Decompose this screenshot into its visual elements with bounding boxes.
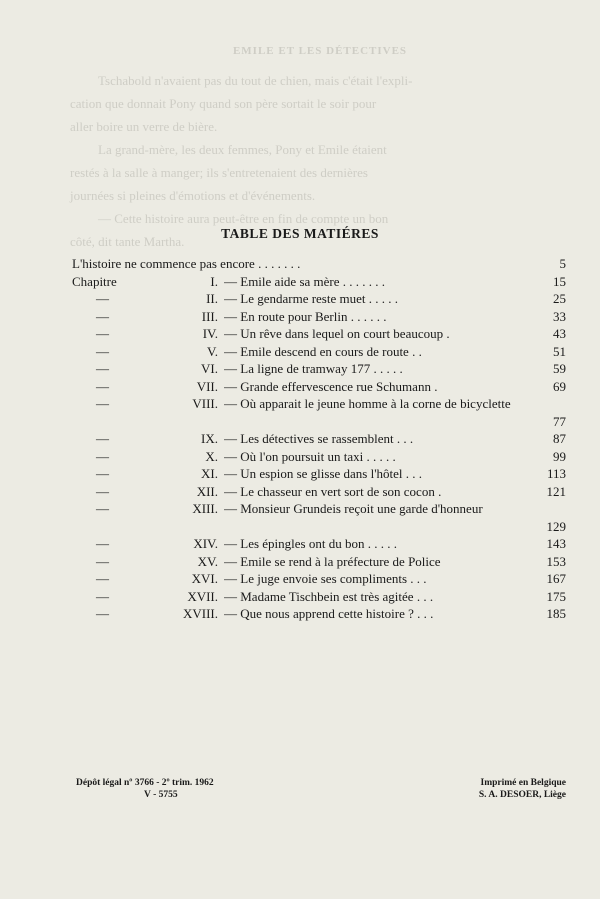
chapter-title: — En route pour Berlin [224,308,348,324]
printed-in: Imprimé en Belgique [480,778,566,788]
toc-row [72,465,566,483]
bleed-through-line: aller boire un verre de bière. [70,119,218,134]
toc-page-number: 143 [546,536,566,551]
toc-row [72,360,566,378]
legal-deposit-line: Dépôt légal nº 3766 - 2º trim. 1962 [76,778,214,788]
chapter-number: VIII. [192,396,218,411]
toc-entry [224,430,526,448]
ditto-dash: — [96,571,109,586]
toc-row [72,448,566,466]
toc-entry [224,605,526,623]
dot-leader: . . [408,343,422,359]
bleed-through-text [70,40,570,253]
dot-leader: . . . [413,588,434,604]
bleed-through-line: restés à la salle à manger; ils s'entretenaient des dernières [70,165,368,180]
dot-leader: . . . . . . . [254,256,301,271]
bleed-through-line: Tschabold n'avaient pas du tout de chien, mais c'était l'expli- [98,73,413,88]
ditto-dash: — [96,588,109,604]
chapter-number: V. [207,343,218,359]
table-of-contents [72,255,566,623]
chapter-title: — Un espion se glisse dans l'hôtel [224,466,403,481]
toc-row [72,430,566,448]
dot-leader: . [434,483,442,499]
chapter-title: — Où l'on poursuit un taxi [224,448,364,464]
chapter-number: XI. [201,466,218,481]
ditto-dash: — [96,536,109,551]
toc-row [72,535,566,553]
dot-leader: . . . [407,571,427,586]
toc-row [72,325,566,343]
dot-leader: . . . [393,431,414,446]
toc-page-number: 25 [553,291,566,306]
ditto-dash: — [96,361,109,376]
toc-entry-title: L'histoire ne commence pas encore [72,256,255,271]
toc-entry [224,325,526,343]
chapter-number: XVI. [191,571,218,586]
toc-entry [224,273,526,291]
toc-page-number: 5 [559,256,566,271]
dot-leader: . . . . . . [347,308,387,324]
chapter-title: — Le gendarme reste muet [224,291,366,306]
toc-page-number: 99 [553,448,566,464]
dot-leader: . . . . . [370,361,403,376]
toc-row [72,553,566,571]
toc-page-number: 175 [546,588,566,604]
toc-entry [224,448,526,466]
ditto-dash: — [96,501,109,516]
bleed-through-line: cation que donnait Pony quand son père sortait le soir pour [70,96,377,111]
ditto-dash: — [96,431,109,446]
chapter-title: — Que nous apprend cette histoire ? [224,606,414,621]
toc-page-number: 51 [553,343,566,359]
toc-page-number: 87 [553,431,566,446]
toc-row [72,500,566,535]
toc-entry [224,500,526,518]
chapter-title: — Le juge envoie ses compliments [224,571,408,586]
printer-imprint [479,777,566,801]
chapter-title: — Monsieur Grundeis reçoit une garde d'honneur [224,501,483,516]
ditto-dash: — [96,308,109,324]
toc-page-number: 167 [546,571,566,586]
toc-page-number: 153 [546,553,566,569]
toc-entry [224,465,526,483]
legal-deposit-note [76,777,214,801]
ditto-dash: — [96,378,109,394]
dot-leader: . . . [402,466,423,481]
ditto-dash: — [96,396,109,411]
dot-leader: . [430,378,438,394]
toc-row [72,588,566,606]
ditto-dash: — [96,326,109,341]
toc-entry [224,343,526,361]
toc-page-number: 77 [553,413,566,429]
chapter-number: II. [206,291,218,306]
toc-page-number: 69 [553,378,566,394]
chapter-label: Chapitre [72,273,117,289]
toc-entry [224,290,526,308]
dot-leader: . . . . . [365,291,398,306]
chapter-title: — Le chasseur en vert sort de son cocon [224,483,435,499]
chapter-number: XVII. [187,588,218,604]
bleed-through-line: La grand-mère, les deux femmes, Pony et Emile étaient [98,142,387,157]
chapter-number: I. [210,273,218,289]
ditto-dash: — [96,466,109,481]
toc-entry [224,395,526,413]
toc-row [72,273,566,291]
chapter-title: — Madame Tischbein est très agitée [224,588,414,604]
ditto-dash: — [96,606,109,621]
chapter-title: — La ligne de tramway 177 [224,361,371,376]
toc-page-number: 185 [546,606,566,621]
toc-page-number: 121 [546,483,566,499]
toc-row [72,395,566,430]
chapter-number: III. [201,308,218,324]
toc-entry [224,553,526,571]
toc-entry [224,378,526,396]
bleed-through-heading: EMILE ET LES DÉTECTIVES [232,45,408,57]
toc-title: TABLE DES MATIÉRES [221,226,379,241]
ditto-dash: — [96,343,109,359]
toc-page-number: 15 [553,273,566,289]
toc-page-number: 59 [553,361,566,376]
chapter-title: — Emile descend en cours de route [224,343,409,359]
toc-page-number: 113 [546,466,566,481]
toc-page-number: 43 [553,326,566,341]
toc-page-number: 129 [546,518,566,534]
chapter-number: XV. [197,553,218,569]
chapter-title: — Les épingles ont du bon [224,536,365,551]
bleed-through-line: — Cette histoire aura peut-être en fin de compte un bon [98,211,389,226]
ditto-dash: — [96,553,109,569]
chapter-title: — Les détectives se rassemblent [224,431,394,446]
chapter-number: VII. [196,378,218,394]
toc-row [72,605,566,623]
chapter-number: IX. [201,431,218,446]
dot-leader: . . . . . [364,536,397,551]
dot-leader: . . . . . [363,448,396,464]
chapter-title: — Emile se rend à la préfecture de Police [224,553,441,569]
chapter-title: — Grande effervescence rue Schumann [224,378,431,394]
toc-intro-row [72,255,566,273]
toc-row [72,343,566,361]
bleed-through-line: côté, dit tante Martha. [70,234,185,249]
toc-entry [224,570,526,588]
bleed-through-line: journées si pleines d'émotions et d'événements. [70,188,316,203]
chapter-number: XIV. [193,536,218,551]
toc-entry [224,360,526,378]
ditto-dash: — [96,291,109,306]
chapter-title: — Un rêve dans lequel on court beaucoup [224,326,444,341]
toc-entry [224,588,526,606]
toc-row [72,308,566,326]
dot-leader: . . . . . . . [339,273,386,289]
toc-entry [72,255,526,273]
catalog-number: V - 5755 [144,790,178,800]
toc-row [72,378,566,396]
ditto-dash: — [96,448,109,464]
toc-row [72,483,566,501]
chapter-number: XII. [196,483,218,499]
chapter-title: — Où apparait le jeune homme à la corne de bicyclette [224,396,511,411]
toc-row [72,290,566,308]
chapter-title: — Emile aide sa mère [224,273,340,289]
toc-entry [224,535,526,553]
toc-entry [224,483,526,501]
printer-name: S. A. DESOER, Liège [478,790,566,800]
chapter-number: XIII. [192,501,218,516]
toc-row [72,570,566,588]
toc-entry [224,308,526,326]
chapter-number: X. [205,448,218,464]
chapter-number: IV. [202,326,218,341]
ditto-dash: — [96,483,109,499]
chapter-number: VI. [201,361,218,376]
toc-page-number: 33 [553,308,566,324]
chapter-number: XVIII. [182,606,218,621]
dot-leader: . . . [413,606,434,621]
dot-leader: . [443,326,450,341]
